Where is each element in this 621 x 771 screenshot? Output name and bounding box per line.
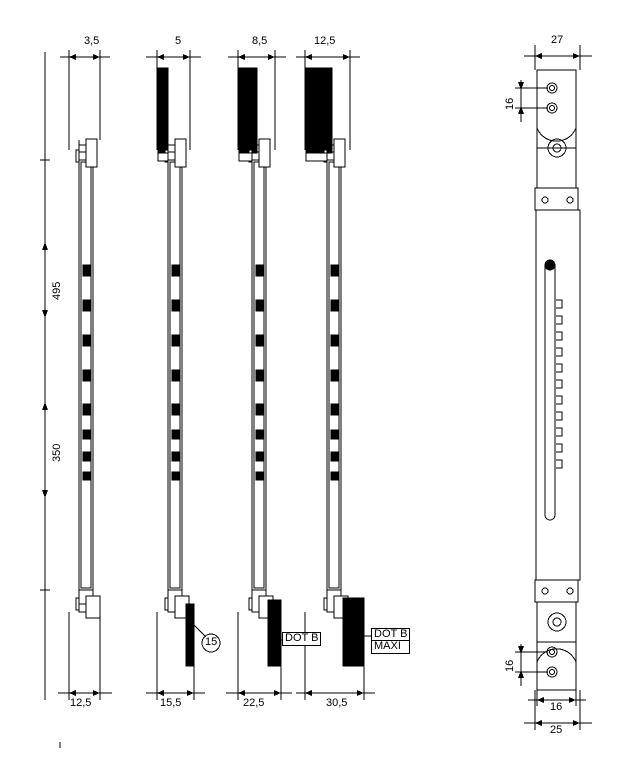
dimension-label-bottom-25: 25 [550, 724, 563, 736]
view-4-elevation [296, 50, 375, 700]
dimension-label-side-top-16: 16 [504, 97, 516, 110]
annotation-dot-b-maxi [371, 628, 410, 654]
dimension-label-bottom-12-5: 12,5 [70, 697, 92, 709]
dimension-label-350: 350 [51, 443, 63, 462]
annotation-dot-b-maxi-line1: DOT B [374, 628, 408, 640]
dimension-label-bottom-22-5: 22,5 [243, 697, 265, 709]
view-2-elevation [146, 50, 220, 700]
side-view [515, 45, 592, 730]
dimension-label-495: 495 [51, 281, 63, 300]
dimension-label-top-5: 5 [175, 35, 182, 47]
annotation-dot-b-maxi-line2: MAXI [374, 640, 401, 652]
dimension-label-bottom-30-5: 30,5 [326, 697, 348, 709]
view-1-elevation [40, 50, 112, 700]
dimension-label-side-bottom-16: 16 [504, 659, 516, 672]
dimension-label-bottom-16: 16 [550, 701, 563, 713]
view-3-elevation [226, 50, 292, 700]
dimension-label-top-27: 27 [551, 34, 564, 46]
dimension-label-top-3-5: 3,5 [84, 35, 100, 47]
dimension-label-top-8-5: 8,5 [252, 35, 268, 47]
annotation-circle-15: 15 [205, 636, 218, 648]
dimension-label-top-12-5: 12,5 [314, 35, 336, 47]
annotation-dot-b: DOT B [282, 632, 321, 646]
dimension-label-bottom-15-5: 15,5 [160, 697, 182, 709]
